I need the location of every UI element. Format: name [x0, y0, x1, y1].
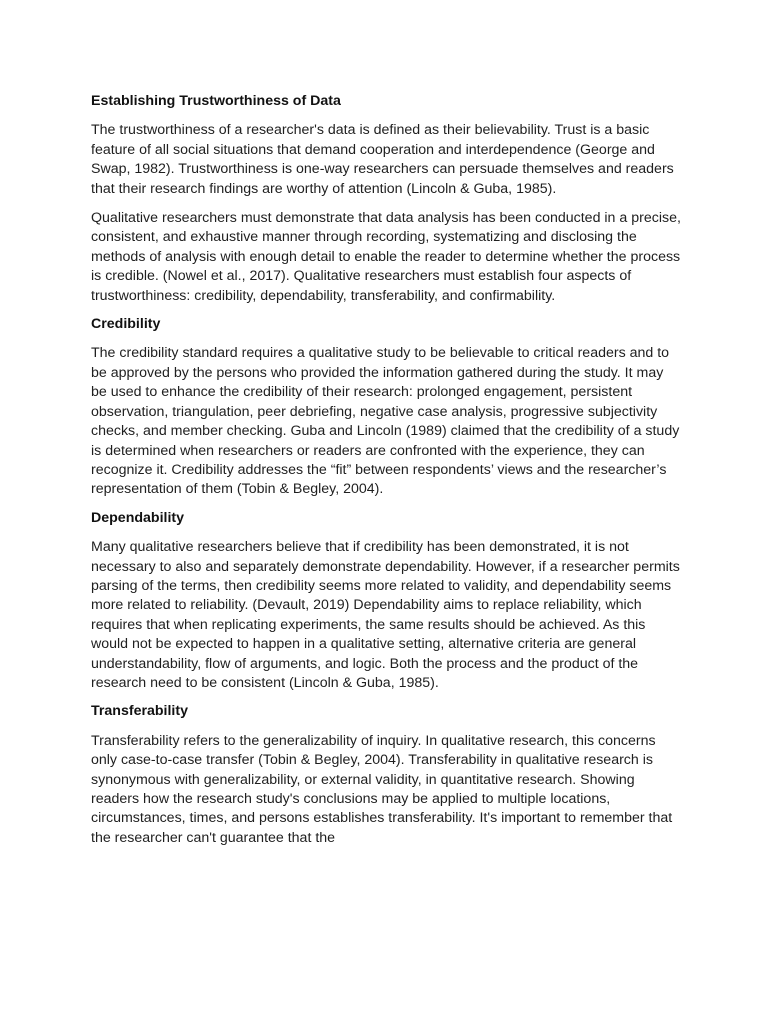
document-title: Establishing Trustworthiness of Data	[91, 93, 341, 109]
section-heading-transferability: Transferability	[91, 703, 188, 720]
intro-paragraph-2: Qualitative researchers must demonstrate that data analysis has been conducted in a precise, consistent, and exhaustive manner through recording, systematizing and disclosing the methods of analysis with enough detail to enable the reader to determine whether the process is credible. (Nowel et al., 2017). Qualitative researchers must establish four aspects of trustworthiness: credibility, dependability, transferability, and confirmability.	[91, 210, 681, 304]
intro-paragraph-1: The trustworthiness of a researcher's data is defined as their believability. Trust is a basic feature of all social situations that demand cooperation and interdependence (George and Swap, 1982). Trustworthiness is one-way researchers can persuade themselves and readers that their research findings are worthy of attention (Lincoln & Guba, 1985).	[91, 122, 674, 197]
section-paragraph-transferability: Transferability refers to the generalizability of inquiry. In qualitative research, this concerns only case-to-case transfer (Tobin & Begley, 2004). Transferability in qualitative research is synonymous with generalizability, or external validity, in quantitative research. Showing readers how the research study's conclusions may be applied to multiple locations, circumstances, times, and persons establishes transferability. It's important to remember that the researcher can't guarantee that the	[91, 732, 673, 846]
section-paragraph-credibility: The credibility standard requires a qualitative study to be believable to critical readers and to be approved by the persons who provided the information gathered during the study. It may be used to enhance the credibility of their research: prolonged engagement, persistent observation, triangulation, peer debriefing, negative case analysis, progressive subjectivity checks, and member checking. Guba and Lincoln (1989) claimed that the credibility of a study is determined when researchers or readers are confronted with the experience, they can recognize it. Credibility addresses the “fit” between respondents’ views and the researcher’s representation of them (Tobin & Begley, 2004).	[91, 345, 680, 498]
section-heading-credibility: Credibility	[91, 316, 161, 333]
section-paragraph-dependability: Many qualitative researchers believe that if credibility has been demonstrated, it is not necessary to also and separately demonstrate dependability. However, if a researcher permits parsing of the terms, then credibility seems more related to validity, and dependability seems more related to reliability. (Devault, 2019) Dependability aims to replace reliability, which requires that when replicating experiments, the same results should be achieved. As this would not be expected to happen in a qualitative setting, alternative criteria are general understandability, flow of arguments, and logic. Both the process and the product of the research need to be consistent (Lincoln & Guba, 1985).	[91, 539, 680, 691]
section-heading-dependability: Dependability	[91, 509, 185, 526]
document-page	[91, 92, 681, 848]
